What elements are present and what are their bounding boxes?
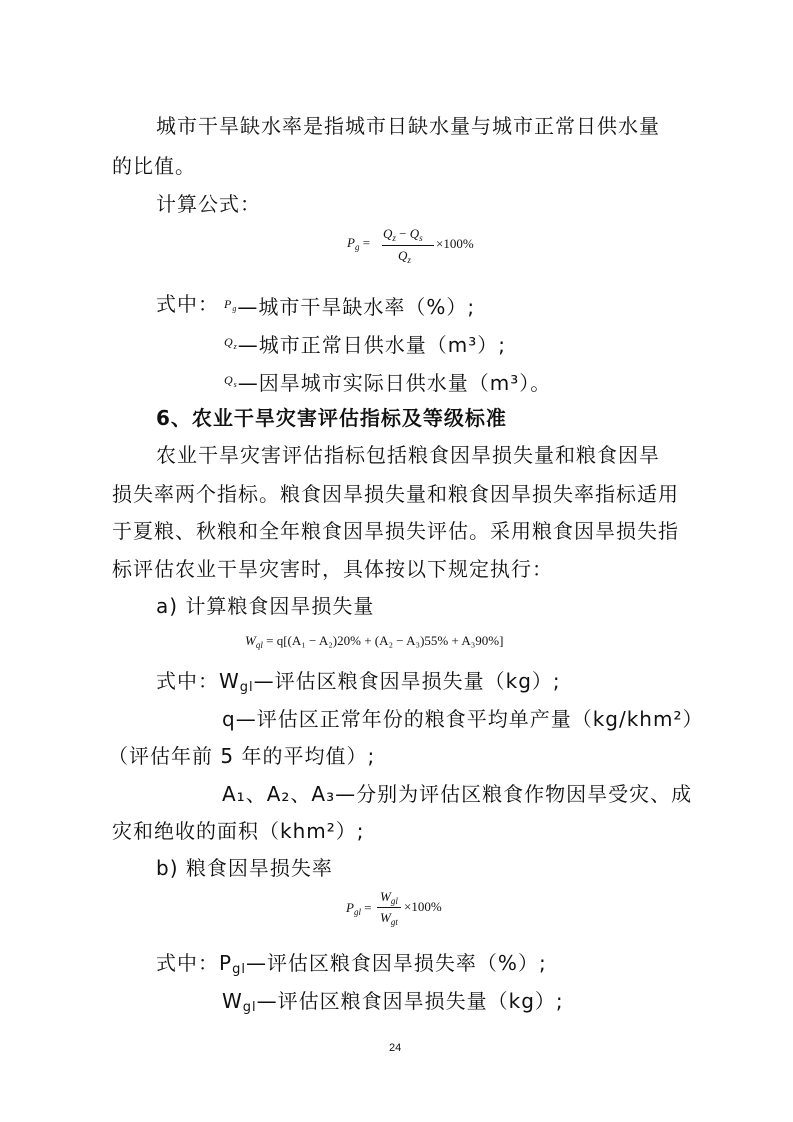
item-a-a-cont: 灾和绝收的面积（khm²）; (112, 819, 365, 843)
para1-line1: 城市干旱缺水率是指城市日缺水量与城市正常日供水量 (156, 114, 660, 138)
where1-item-qz: $^{Q_z}$—城市正常日供水量（m³）; (224, 333, 507, 357)
item-a-label: a) 计算粮食因旱损失量 (156, 594, 375, 618)
item-b-label: b) 粮食因旱损失率 (156, 856, 333, 880)
calc-label: 计算公式： (156, 192, 261, 216)
where1-label: 式中： (156, 292, 219, 316)
section6-line4: 标评估农业干旱灾害时，具体按以下规定执行： (112, 557, 553, 581)
section6-line3: 于夏粮、秋粮和全年粮食因旱损失评估。采用粮食因旱损失指 (112, 519, 679, 543)
formula-a: $W_{ql} = q[(A_1 - A_2)20\% + (A_2 - A_3)55\% + A_390\%]$ (245, 633, 504, 650)
item-b-where-w: Wgl—评估区粮食因旱损失量（kg）; (222, 989, 564, 1015)
section6-line1: 农业干旱灾害评估指标包括粮食因旱损失量和粮食因旱 (156, 443, 660, 467)
section6-line2: 损失率两个指标。粮食因旱损失量和粮食因旱损失率指标适用 (112, 482, 679, 506)
item-a-where: 式中：Wgl—评估区粮食因旱损失量（kg）; (156, 669, 561, 695)
where1-item-qs: $^{Q_s}$—因旱城市实际日供水量（m³）。 (224, 371, 552, 395)
where1-item-pg: $^{P_g}$—城市干旱缺水率（%）; (224, 295, 476, 319)
item-b-where-p: 式中：Pgl—评估区粮食因旱损失率（%）; (156, 951, 547, 977)
item-a-a: A₁、A₂、A₃—分别为评估区粮食作物因旱受灾、成 (222, 782, 693, 806)
page-number: 24 (389, 1042, 402, 1054)
item-a-q: q—评估区正常年份的粮食平均单产量（kg/khm²） (222, 707, 704, 731)
section6-heading: 6、农业干旱灾害评估指标及等级标准 (156, 406, 507, 430)
para1-line2: 的比值。 (112, 154, 196, 178)
item-a-q-cont: （评估年前 5 年的平均值）; (108, 744, 376, 768)
